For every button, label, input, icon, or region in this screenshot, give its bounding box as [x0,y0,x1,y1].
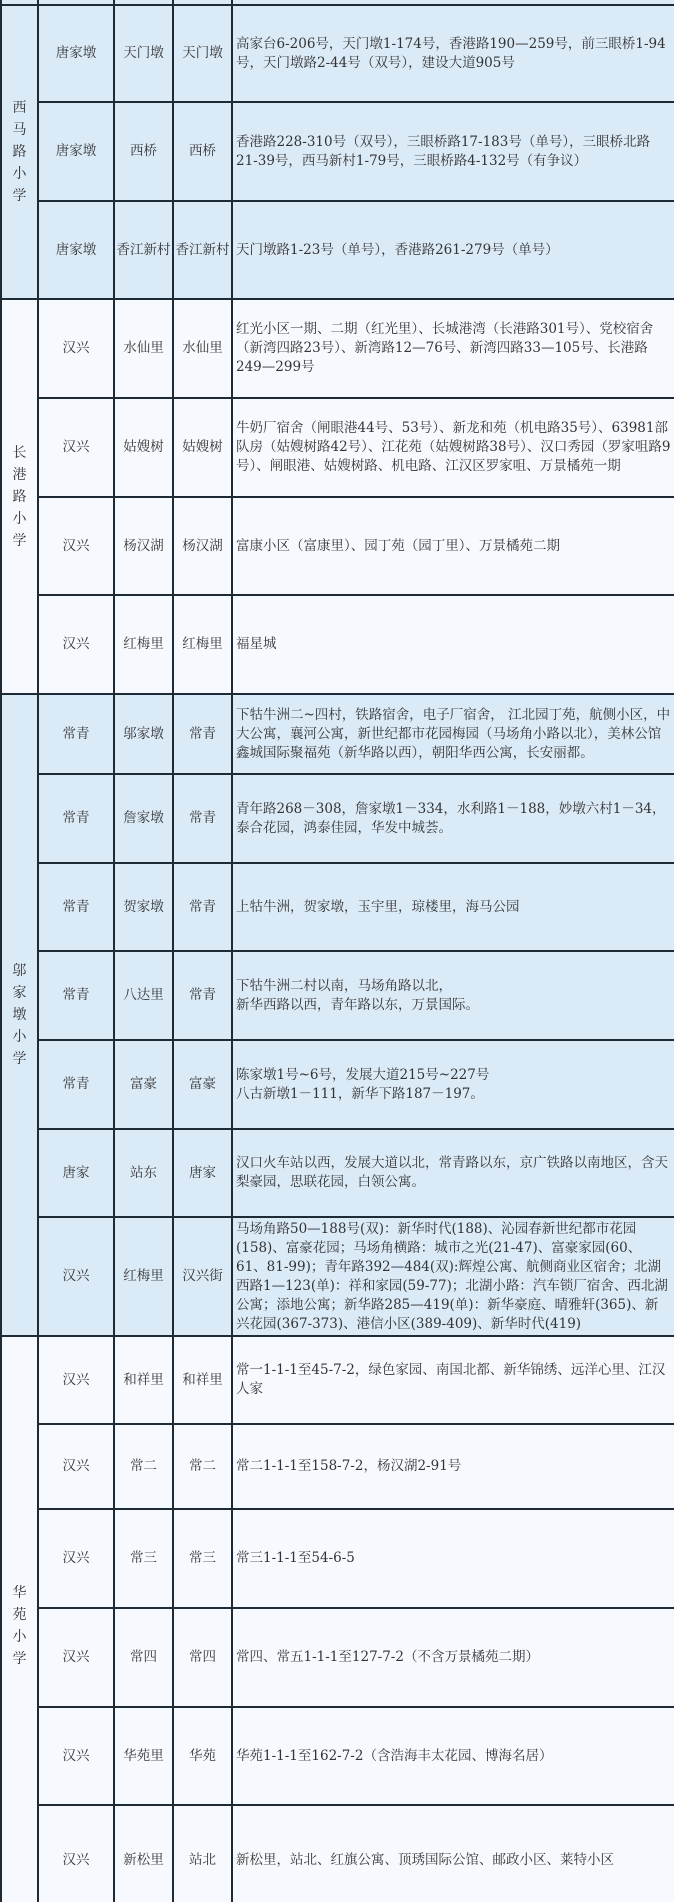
address-range-cell: 牛奶厂宿舍（闸眼港44号、53号）、新龙和苑（机电路35号）、63981部队房（姑嫂树路42号）、江花苑（姑嫂树路38号）、汉口秀园（罗家咀路9号）、闸眼港、姑嫂树路、机电路、江汉区罗家咀、万景橘苑一期 [232,398,674,497]
school-name: 长港路小学 [12,444,27,549]
station-cell: 站北 [173,1805,232,1902]
station-cell: 常青 [173,951,232,1040]
address-range-cell: 常四、常五1-1-1至127-7-2（不含万景橘苑二期） [232,1608,674,1707]
table-body [1,0,674,1902]
station-cell: 红梅里 [173,595,232,694]
address-range-cell: 下牯牛洲二~四村，铁路宿舍，电子厂宿舍， 江北园丁苑，航侧小区，中大公寓，襄河公寓，新世纪都市花园梅园（马场角小路以北），美林公馆鑫城国际聚福苑（新华路以西），朝阳华西公寓，长安丽都。 [232,694,674,774]
school-name: 邬家墩小学 [12,963,27,1067]
street-cell: 汉兴 [38,299,114,398]
street-cell: 常青 [38,863,114,951]
street-cell: 汉兴 [38,1608,114,1707]
community-cell: 常四 [114,1608,173,1707]
station-cell: 常三 [173,1509,232,1608]
table-row [1,1707,674,1805]
station-cell: 富豪 [173,1040,232,1129]
community-cell: 贺家墩 [114,863,173,951]
street-cell: 汉兴 [38,1707,114,1805]
address-range-cell: 福星城 [232,595,674,694]
table-row [1,595,674,694]
community-cell: 八达里 [114,951,173,1040]
community-cell: 姑嫂树 [114,398,173,497]
station-cell: 天门墩 [173,5,232,102]
station-cell: 香江新村 [173,201,232,299]
station-cell: 和祥里 [173,1336,232,1424]
table-row [1,1129,674,1217]
station-cell: 水仙里 [173,299,232,398]
address-range-cell: 青年路268－308，詹家墩1－334，水利路1－188，妙墩六村1－34，泰合花园，鸿泰佳园，华发中城荟。 [232,774,674,863]
street-cell: 汉兴 [38,1336,114,1424]
station-cell: 常二 [173,1424,232,1509]
address-range-cell: 新松里，站北、红旗公寓、顶琇国际公馆、邮政小区、莱特小区 [232,1805,674,1902]
community-cell: 红梅里 [114,1217,173,1336]
street-cell: 汉兴 [38,1217,114,1336]
community-cell: 新松里 [114,1805,173,1902]
table-row [1,5,674,102]
community-cell: 华苑里 [114,1707,173,1805]
street-cell: 汉兴 [38,595,114,694]
community-cell: 水仙里 [114,299,173,398]
table-row [1,1424,674,1509]
community-cell: 杨汉湖 [114,497,173,595]
street-cell: 汉兴 [38,1509,114,1608]
community-cell: 天门墩 [114,5,173,102]
street-cell: 常青 [38,1040,114,1129]
station-cell: 杨汉湖 [173,497,232,595]
community-cell: 邬家墩 [114,694,173,774]
table-row [1,774,674,863]
station-cell: 常青 [173,863,232,951]
address-range-cell: 马场角路50—188号(双)：新华时代(188)、沁园春新世纪都市花园(158)、富豪花园；马场角横路：城市之光(21-47)、富豪家园(60、61、81-99)；青年路392—484(双):辉煌公寓、航侧商业区宿舍；北湖西路1—123(单)：祥和家园(59-77)；北湖小路：汽车锁厂宿舍、西北湖公寓；添地公寓；新华路285—419(单)：新华豪庭、晴雅轩(365)、新兴花园(367-373)、港信小区(389-409)、新华时代(419) [232,1217,674,1336]
station-cell: 华苑 [173,1707,232,1805]
street-cell: 常青 [38,951,114,1040]
table-row [1,102,674,201]
school-name-cell [1,1336,38,1902]
table-row [1,863,674,951]
community-cell: 香江新村 [114,201,173,299]
station-cell: 常青 [173,694,232,774]
community-cell: 站东 [114,1129,173,1217]
street-cell: 唐家墩 [38,201,114,299]
table-row [1,694,674,774]
address-range-cell: 常三1-1-1至54-6-5 [232,1509,674,1608]
community-cell: 詹家墩 [114,774,173,863]
table-row [1,1608,674,1707]
table-row [1,1336,674,1424]
station-cell: 西桥 [173,102,232,201]
street-cell: 唐家 [38,1129,114,1217]
address-range-cell: 下牯牛洲二村以南，马场角路以北， 新华西路以西，青年路以东，万景国际。 [232,951,674,1040]
street-cell: 唐家墩 [38,102,114,201]
street-cell: 常青 [38,774,114,863]
table-row [1,398,674,497]
station-cell: 常青 [173,774,232,863]
street-cell: 汉兴 [38,1805,114,1902]
school-name-cell [1,5,38,299]
table-row [1,1509,674,1608]
school-name: 华苑小学 [12,1584,27,1667]
school-name: 西马路小学 [12,100,27,204]
address-range-cell: 常一1-1-1至45-7-2，绿色家园、南国北都、新华锦绣、远洋心里、江汉人家 [232,1336,674,1424]
address-range-cell: 红光小区一期、二期（红光里）、长城港湾（长港路301号）、党校宿舍（新湾四路23号）、新湾路12—76号、新湾四路33—105号、长港路249—299号 [232,299,674,398]
table-row [1,1805,674,1902]
station-cell: 常四 [173,1608,232,1707]
street-cell: 常青 [38,694,114,774]
station-cell: 唐家 [173,1129,232,1217]
address-range-cell: 富康小区（富康里）、园丁苑（园丁里）、万景橘苑二期 [232,497,674,595]
address-range-cell: 陈家墩1号~6号，发展大道215号~227号 八古新墩1－111，新华下路187－197。 [232,1040,674,1129]
community-cell: 红梅里 [114,595,173,694]
address-range-cell: 华苑1-1-1至162-7-2（含浩海丰太花园、博海名居） [232,1707,674,1805]
station-cell: 汉兴街 [173,1217,232,1336]
community-cell: 常三 [114,1509,173,1608]
table-row [1,951,674,1040]
table-row [1,201,674,299]
address-range-cell: 常二1-1-1至158-7-2，杨汉湖2-91号 [232,1424,674,1509]
table-row [1,1040,674,1129]
station-cell: 姑嫂树 [173,398,232,497]
table-row [1,299,674,398]
community-cell: 常二 [114,1424,173,1509]
address-range-cell: 香港路228-310号（双号），三眼桥路17-183号（单号），三眼桥北路21-39号，西马新村1-79号，三眼桥路4-132号（有争议） [232,102,674,201]
address-range-cell: 汉口火车站以西，发展大道以北，常青路以东，京广铁路以南地区，含天梨豪园，思联花园，白领公寓。 [232,1129,674,1217]
street-cell: 唐家墩 [38,5,114,102]
school-name-cell [1,299,38,694]
community-cell: 和祥里 [114,1336,173,1424]
street-cell: 汉兴 [38,1424,114,1509]
table-row [1,1217,674,1336]
school-name-cell [1,694,38,1336]
street-cell: 汉兴 [38,497,114,595]
table-row [1,497,674,595]
community-cell: 富豪 [114,1040,173,1129]
address-range-cell: 天门墩路1-23号（单号），香港路261-279号（单号） [232,201,674,299]
address-range-cell: 高家台6-206号，天门墩1-174号，香港路190—259号，前三眼桥1-94号，天门墩路2-44号（双号），建设大道905号 [232,5,674,102]
community-cell: 西桥 [114,102,173,201]
street-cell: 汉兴 [38,398,114,497]
address-range-cell: 上牯牛洲，贺家墩，玉宇里，琼楼里，海马公园 [232,863,674,951]
